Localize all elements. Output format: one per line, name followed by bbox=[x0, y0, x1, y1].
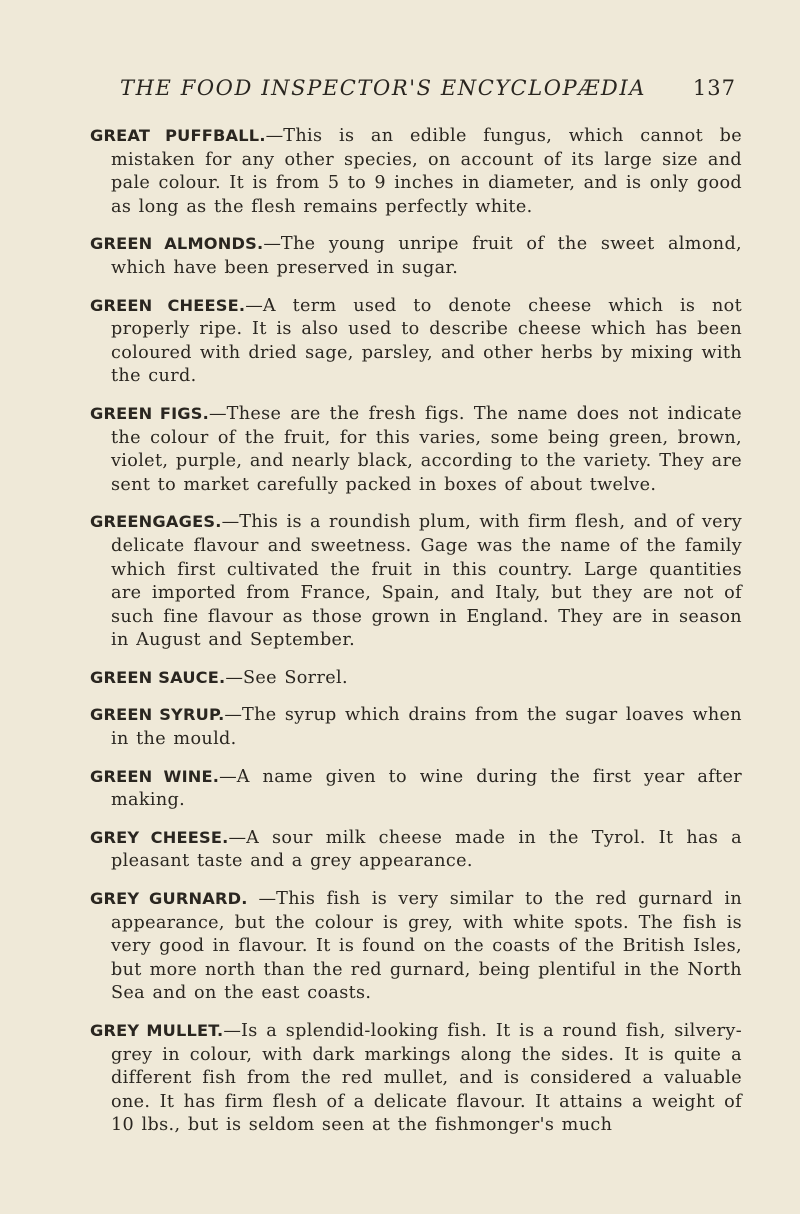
entry-greengages: GREENGAGES.—This is a roundish plum, with firm flesh, and of very delicate flavour and sweetness. Gage was the name of the family which first cultivated the fruit in this country. Large quantities are imported from France, Spain, and Italy, but they are not of such fine flavour as those grown in England. They are in season in August and September. bbox=[90, 512, 742, 651]
entry-text: The syrup which drains from the sugar loaves when in the mould. bbox=[111, 705, 742, 750]
entry-grey-gurnard: GREY GURNARD. —This fish is very similar to the red gurnard in appearance, but the colour is grey, with white spots. The fish is very good in flavour. It is found on the coasts of the British Isles, but more north than the red gurnard, being plentiful in the North Sea and on the east coasts. bbox=[90, 889, 743, 1004]
entry-headword: GREEN ALMONDS. bbox=[90, 234, 264, 254]
entry-headword: GREY CHEESE. bbox=[90, 827, 229, 847]
encyclopedia-entries bbox=[90, 124, 742, 1151]
entry-text: This is a roundish plum, with firm flesh, and of very delicate flavour and sweetness. Gage was the name of the family which first cultivated the fruit in this country. Large quantities are imported from France, Spain, and Italy, but they are not of such fine flavour as those grown in England. They are in season in August and September. bbox=[111, 512, 742, 651]
entry-green-wine: GREEN WINE.—A name given to wine during the first year after making. bbox=[90, 766, 743, 811]
entry-text: Is a splendid-looking fish. It is a round fish, silvery-grey in colour, with dark markings along the sides. It is quite a different fish from the red mullet, and is considered a valuable one. It has firm flesh of a delicate flavour. It attains a weight of 10 lbs., but is seldom seen at the fishmonger's much bbox=[111, 1021, 742, 1136]
entry-text: See Sorrel. bbox=[242, 667, 348, 688]
entry-green-figs: GREEN FIGS.—These are the fresh figs. The name does not indicate the colour of the fruit, for this varies, some being green, brown, violet, purple, and nearly black, according to the variety. They are sent to market carefully packed in boxes of about twelve. bbox=[90, 403, 742, 495]
entry-headword: GREEN SAUCE. bbox=[90, 667, 226, 687]
entry-headword: GREAT PUFFBALL. bbox=[90, 126, 266, 145]
entry-headword: GREEN SYRUP. bbox=[90, 705, 225, 725]
entry-green-almonds: GREEN ALMONDS.—The young unripe fruit of the sweet almond, which have been preserved in sugar. bbox=[90, 234, 742, 278]
entry-text: A name given to wine during the first year after making. bbox=[111, 766, 743, 811]
entry-green-cheese: GREEN CHEESE.—A term used to denote cheese which is not properly ripe. It is also used to describe cheese which has been coloured with dried sage, parsley, and other herbs by mixing with the curd. bbox=[90, 295, 743, 387]
entry-grey-mullet: GREY MULLET.—Is a splendid-looking fish. It is a round fish, silvery-grey in colour, with dark markings along the sides. It is quite a different fish from the red mullet, and is considered a valuable one. It has firm flesh of a delicate flavour. It attains a weight of 10 lbs., but is seldom seen at the fishmonger's much bbox=[90, 1021, 742, 1136]
entry-text: A term used to denote cheese which is not properly ripe. It is also used to describe cheese which has been coloured with dried sage, parsley, and other herbs by mixing with the curd. bbox=[111, 295, 743, 387]
running-title: THE FOOD INSPECTOR'S ENCYCLOPÆDIA bbox=[119, 76, 647, 100]
entry-headword: GREY GURNARD. bbox=[90, 889, 248, 909]
entry-grey-cheese: GREY CHEESE.—A sour milk cheese made in the Tyrol. It has a pleasant taste and a grey appearance. bbox=[90, 827, 742, 872]
entry-great-puffball: GREAT PUFFBALL.—This is an edible fungus, which cannot be mistaken for any other species, on account of its large size and pale colour. It is from 5 to 9 inches in diameter, and is only good as long as the flesh remains perfectly white. bbox=[90, 126, 742, 217]
entry-text: This fish is very similar to the red gurnard in appearance, but the colour is grey, with white spots. The fish is very good in flavour. It is found on the coasts of the British Isles, but more north than the red gurnard, being plentiful in the North Sea and on the east coasts. bbox=[111, 889, 743, 1004]
entry-text: These are the fresh figs. The name does not indicate the colour of the fruit, for this varies, some being green, brown, violet, purple, and nearly black, according to the variety. They are sent to market carefully packed in boxes of about twelve. bbox=[111, 403, 742, 495]
entry-green-syrup: GREEN SYRUP.—The syrup which drains from the sugar loaves when in the mould. bbox=[90, 705, 742, 750]
entry-green-sauce: GREEN SAUCE.—See Sorrel. bbox=[90, 667, 348, 688]
entry-text: The young unripe fruit of the sweet almond, which have been preserved in sugar. bbox=[111, 234, 742, 278]
entry-headword: GREEN FIGS. bbox=[90, 403, 210, 423]
entry-headword: GREY MULLET. bbox=[90, 1021, 224, 1040]
running-head bbox=[86, 76, 740, 110]
entry-headword: GREEN WINE. bbox=[90, 766, 220, 786]
entry-text: This is an edible fungus, which cannot be mistaken for any other species, on account of its large size and pale colour. It is from 5 to 9 inches in diameter, and is only good as long as the flesh remains perfectly white. bbox=[111, 126, 742, 217]
entry-text: A sour milk cheese made in the Tyrol. It has a pleasant taste and a grey appearance. bbox=[111, 827, 742, 872]
entry-headword: GREENGAGES. bbox=[90, 512, 222, 532]
page-number: 137 bbox=[692, 76, 736, 100]
entry-headword: GREEN CHEESE. bbox=[90, 295, 246, 315]
